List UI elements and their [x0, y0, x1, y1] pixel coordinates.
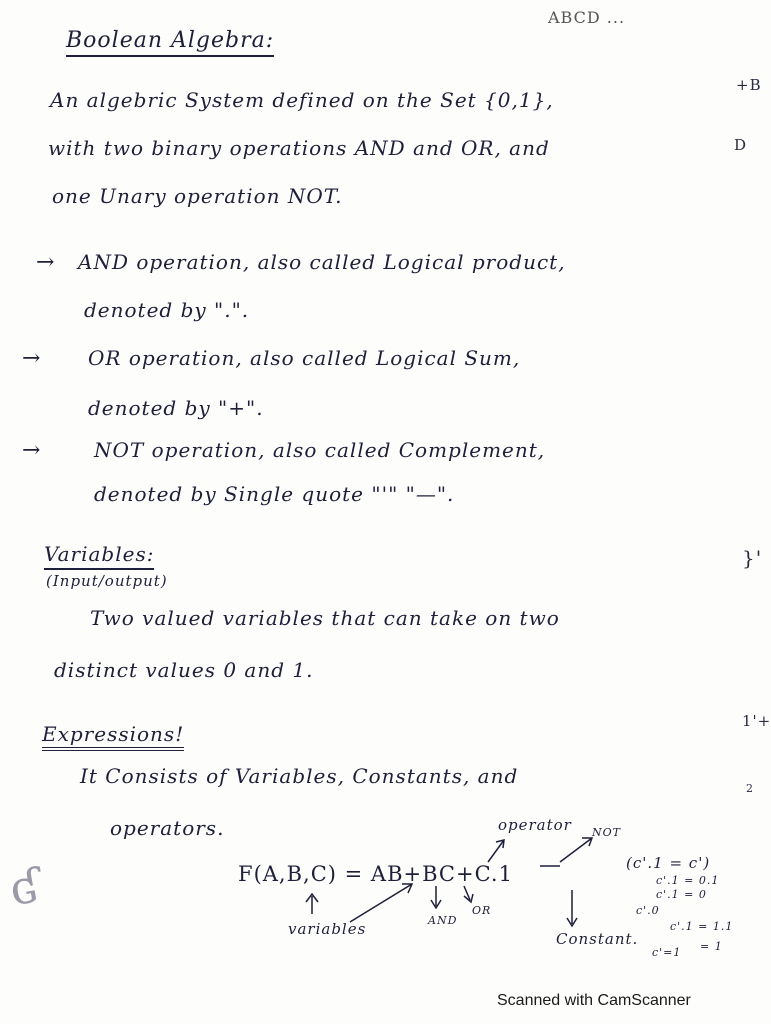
variables-label: variables [288, 920, 367, 938]
side-note: c'=1 [652, 946, 682, 959]
expressions-heading: Expressions! [42, 722, 184, 751]
formula: F(A,B,C) = AB+BC+C.1 [238, 862, 513, 886]
or-operation-line-1: OR operation, also called Logical Sum, [88, 346, 521, 370]
expressions-line-1: It Consists of Variables, Constants, and [80, 764, 519, 788]
smudge-mark: ʛ [5, 857, 45, 917]
margin-mark: D [734, 136, 748, 154]
scanner-watermark: Scanned with CamScanner [497, 992, 691, 1009]
definition-line-1: An algebric System defined on the Set {0,1}, [50, 88, 554, 112]
and-label: AND [428, 914, 458, 927]
expressions-line-2: operators. [110, 816, 225, 840]
margin-mark: +B [736, 76, 762, 94]
side-note: c'.0 [636, 904, 660, 917]
operator-arrow-shaft [488, 840, 504, 862]
variables-heading: Variables: [44, 542, 154, 570]
corner-text: ABCD ... [548, 8, 626, 27]
definition-line-3: one Unary operation NOT. [52, 184, 343, 208]
definition-line-2: with two binary operations AND and OR, and [48, 136, 550, 160]
arrow-icon: → [22, 438, 42, 463]
not-label: NOT [592, 826, 621, 839]
not-arrow-shaft [560, 838, 592, 862]
arrow-icon: → [22, 346, 42, 371]
variables-line-2: distinct values 0 and 1. [54, 658, 314, 682]
or-operation-line-2: denoted by "+". [88, 396, 264, 420]
side-note: c'.1 = 1.1 [670, 920, 734, 933]
operator-label: operator [498, 816, 572, 834]
margin-mark: }' [742, 546, 763, 570]
and-operation-line-2: denoted by ".". [84, 298, 250, 322]
variables-line-1: Two valued variables that can take on two [90, 606, 560, 630]
side-note: = 1 [700, 940, 723, 953]
side-note: (c'.1 = c') [626, 854, 711, 872]
variables-arrow-shaft [350, 884, 412, 922]
arrow-icon: → [36, 250, 56, 275]
side-note: c'.1 = 0 [656, 888, 707, 901]
page-title: Boolean Algebra: [66, 28, 274, 57]
and-operation-line-1: AND operation, also called Logical product, [78, 250, 566, 274]
side-note: c'.1 = 0.1 [656, 874, 720, 887]
or-label: OR [472, 904, 492, 917]
variables-subheading: (Input/output) [46, 572, 168, 590]
not-operation-line-1: NOT operation, also called Complement, [94, 438, 546, 462]
margin-mark: 2 [746, 782, 754, 795]
not-operation-line-2: denoted by Single quote "'" "—". [94, 482, 455, 506]
constant-label: Constant. [556, 930, 639, 948]
margin-mark: 1'+ [742, 712, 771, 730]
